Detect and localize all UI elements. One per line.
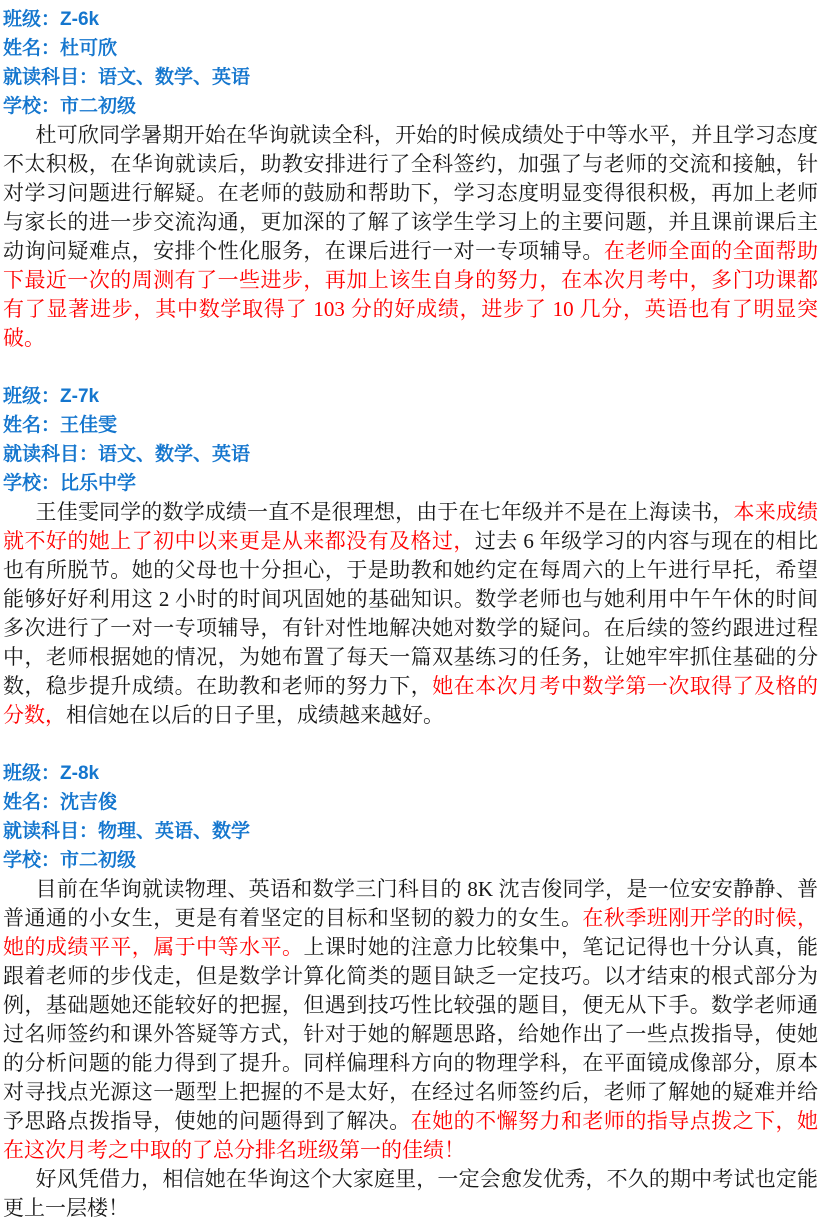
field-label: 学校： <box>3 96 61 117</box>
student-report <box>3 498 818 730</box>
field-value: 王佳雯 <box>60 415 118 436</box>
field-label: 就读科目： <box>3 67 99 88</box>
report-paragraph <box>3 1165 818 1223</box>
student-record <box>3 5 818 353</box>
field-value: 市二初级 <box>60 850 137 871</box>
field-value: 语文、数学、英语 <box>98 444 251 465</box>
field-label: 姓名： <box>3 792 61 813</box>
student-record <box>3 759 818 1223</box>
highlighted-text: 在老师全面的全面帮助下最近一次的周测有了一些进步，再加上该生自身的努力，在本次月考中，多门功课都有了显著进步，其中数学取得了 103 分的好成绩，进步了 10 几分，英语也有了明显突破。 <box>3 239 819 350</box>
student-field <box>3 469 818 498</box>
student-report <box>3 875 818 1223</box>
body-text: 上课时她的注意力比较集中，笔记记得也十分认真，能跟着老师的步伐走，但是数学计算化简类的题目缺乏一定技巧。以才结束的根式部分为例，基础题她还能较好的把握，但遇到技巧性比较强的题目，便无从下手。数学老师通过名师签约和课外答疑等方式，针对于她的解题思路，给她作出了一些点拨指导，使她的分析问题的能力得到了提升。同样偏理科方向的物理学科，在平面镜成像部分，原本对寻找点光源这一题型上把握的不是太好，在经过名师签约后，老师了解她的疑难并给予思路点拨指导，使她的问题得到了解决。 <box>3 935 819 1133</box>
field-label: 班级： <box>3 763 61 784</box>
highlighted-text: 在她的不懈努力和老师的指导点拨之下，她在这次月考之中取的了总分排名班级第一的佳绩！ <box>3 1109 819 1162</box>
field-label: 就读科目： <box>3 821 99 842</box>
field-value: 物理、英语、数学 <box>98 821 251 842</box>
field-value: Z-6k <box>60 9 100 30</box>
student-header <box>3 5 818 121</box>
student-field <box>3 846 818 875</box>
field-value: 沈吉俊 <box>60 792 118 813</box>
field-label: 就读科目： <box>3 444 99 465</box>
student-field <box>3 5 818 34</box>
student-header <box>3 759 818 875</box>
body-text: 好风凭借力，相信她在华询这个大家庭里，一定会愈发优秀，不久的期中考试也定能更上一层楼！ <box>3 1167 818 1220</box>
student-field <box>3 63 818 92</box>
body-text: 王佳雯同学的数学成绩一直不是很理想，由于在七年级并不是在上海读书， <box>35 500 734 524</box>
field-label: 姓名： <box>3 415 61 436</box>
student-field <box>3 788 818 817</box>
field-value: 语文、数学、英语 <box>98 67 251 88</box>
report-paragraph <box>3 875 818 1165</box>
body-text: 目前在华询就读物理、英语和数学三门科目的 8K 沈吉俊同学，是一位安安静静、普普通通的小女生，更是有着坚定的目标和坚韧的毅力的女生。 <box>3 877 818 930</box>
student-field <box>3 382 818 411</box>
field-label: 学校： <box>3 473 61 494</box>
field-value: 市二初级 <box>60 96 137 117</box>
highlighted-text: 本来成绩就不好的她上了初中以来更是从来都没有及格过， <box>3 500 819 553</box>
student-field <box>3 759 818 788</box>
highlighted-text: 在秋季班刚开学的时候，她的成绩平平，属于中等水平。 <box>3 906 818 959</box>
field-value: Z-8k <box>60 763 100 784</box>
student-header <box>3 382 818 498</box>
body-text: 相信她在以后的日子里，成绩越来越好。 <box>66 703 444 727</box>
student-field <box>3 817 818 846</box>
field-value: 杜可欣 <box>60 38 118 59</box>
body-text: 杜可欣同学暑期开始在华询就读全科，开始的时候成绩处于中等水平，并且学习态度不太积极，在华询就读后，助教安排进行了全科签约，加强了与老师的交流和接触，针对学习问题进行解疑。在老师的鼓励和帮助下，学习态度明显变得很积极，再加上老师与家长的进一步交流沟通，更加深的了解了该学生学习上的主要问题，并且课前课后主动询问疑难点，安排个性化服务，在课后进行一对一专项辅导。 <box>3 123 818 263</box>
student-record <box>3 382 818 730</box>
field-label: 学校： <box>3 850 61 871</box>
student-field <box>3 34 818 63</box>
student-field <box>3 440 818 469</box>
highlighted-text: 她在本次月考中数学第一次取得了及格的分数， <box>3 674 818 727</box>
field-value: Z-7k <box>60 386 100 407</box>
body-text: 过去 6 年级学习的内容与现在的相比也有所脱节。她的父母也十分担心，于是助教和她约定在每周六的上午进行早托，希望能够好好利用这 2 小时的时间巩固她的基础知识。数学老师也与她利用中午午休的时间多次进行了一对一专项辅导，有针对性地解决她对数学的疑问。在后续的签约跟进过程中，老师根据她的情况，为她布置了每天一篇双基练习的任务，让她牢牢抓住基础的分数，稳步提升成绩。在助教和老师的努力下， <box>3 529 819 698</box>
field-value: 比乐中学 <box>60 473 137 494</box>
field-label: 班级： <box>3 9 61 30</box>
field-label: 班级： <box>3 386 61 407</box>
student-field <box>3 411 818 440</box>
report-paragraph <box>3 498 818 730</box>
field-label: 姓名： <box>3 38 61 59</box>
student-report <box>3 121 818 353</box>
student-field <box>3 92 818 121</box>
report-paragraph <box>3 121 818 353</box>
